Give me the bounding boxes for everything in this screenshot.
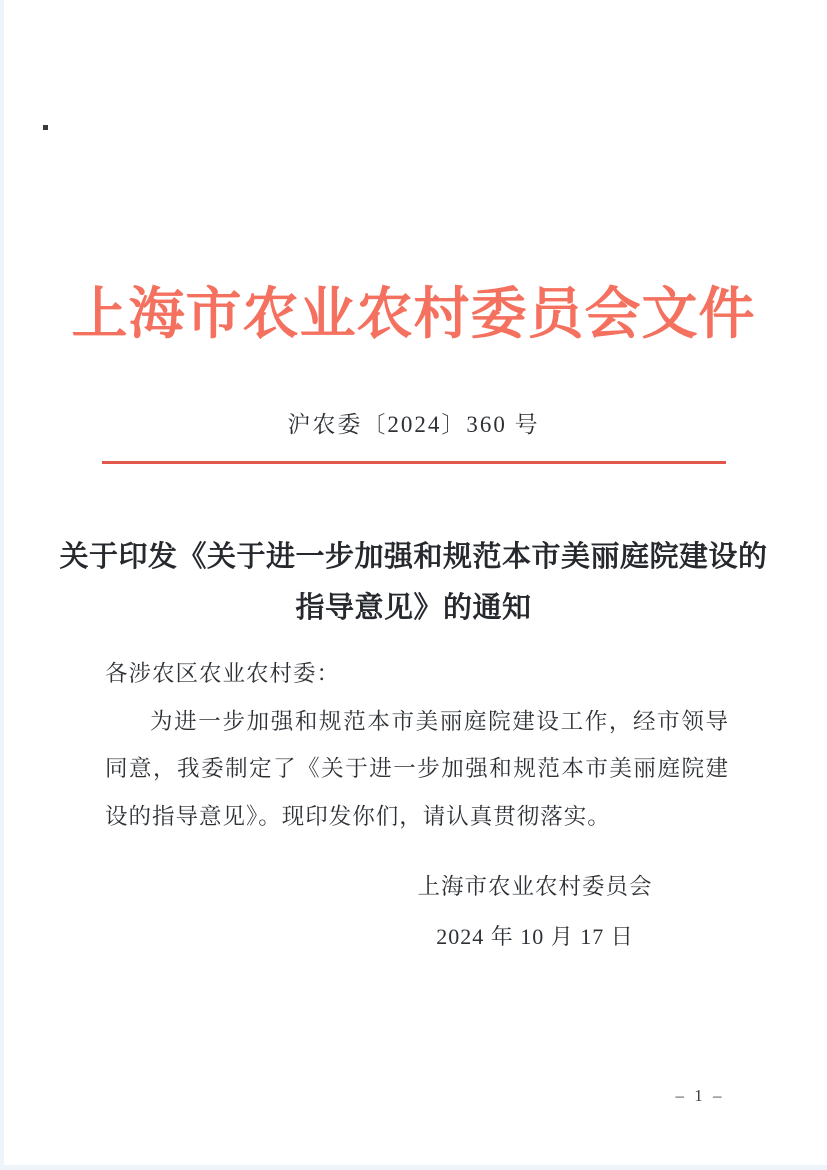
body-paragraph: 为进一步加强和规范本市美丽庭院建设工作，经市领导同意，我委制定了《关于进一步加强和规范本市美丽庭院建设的指导意见》。现印发你们，请认真贯彻落实。 — [105, 708, 729, 829]
notice-title — [0, 532, 827, 634]
signature-block — [395, 872, 675, 952]
document-number: 沪农委〔2024〕360 号 — [287, 412, 540, 437]
page-number: – 1 – — [675, 1086, 725, 1105]
notice-title-line1: 关于印发《关于进一步加强和规范本市美丽庭院建设的 — [59, 541, 768, 573]
scan-edge-bottom — [0, 1165, 827, 1170]
signature-date: 2024 年 10 月 17 日 — [436, 924, 634, 949]
scan-edge-left — [0, 0, 4, 1170]
scan-artifact-dot — [43, 125, 48, 130]
signature-org: 上海市农业农村委员会 — [417, 874, 653, 899]
notice-title-line2: 指导意见》的通知 — [295, 592, 532, 624]
salutation: 各涉农区农业农村委： — [105, 661, 341, 686]
issuing-org-title: 上海市农业农村委员会文件 — [71, 284, 756, 346]
document-body — [105, 650, 729, 840]
red-divider-line — [102, 461, 726, 464]
